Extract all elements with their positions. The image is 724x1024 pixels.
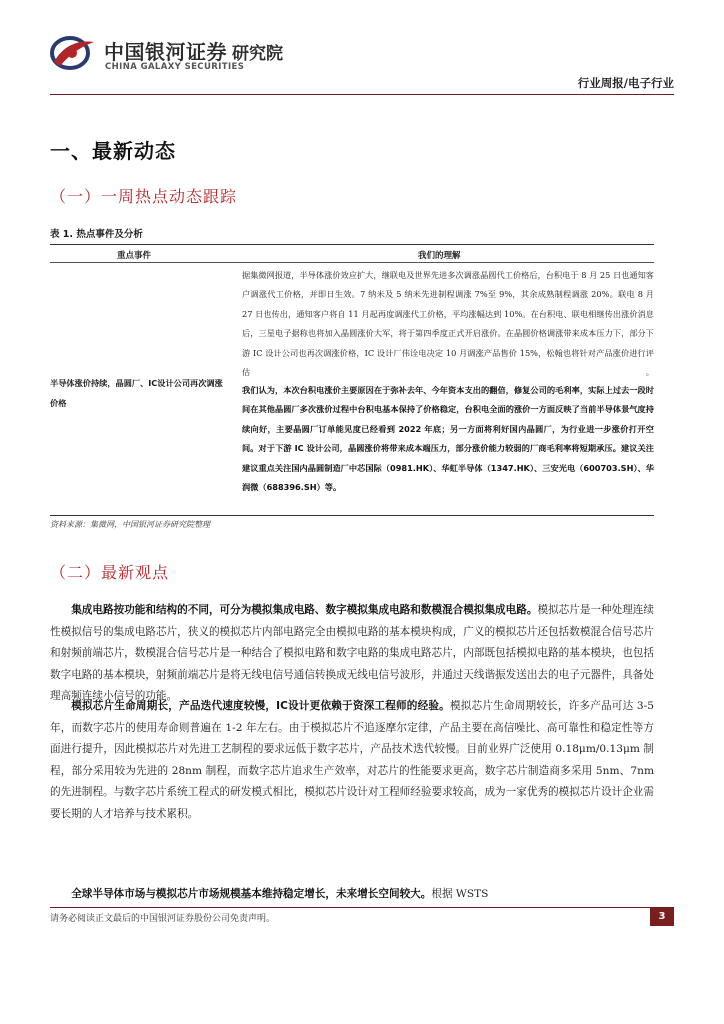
- table-header-event: 重点事件: [117, 251, 152, 261]
- paragraph-text: 模拟芯片生命周期较长，许多产品可达 3-5 年，而数字芯片的使用寿命则普遍在 1-2 年左右。由于模拟芯片不追逐摩尔定律，产品主要在高信噪比、高可靠性和稳定性等方面进行提升，因此模拟芯片对先进工艺制程的要求远低于数字芯片，产品技术迭代较慢。目前业界广泛使用 0.18μm/0.13μm 制程，部分采用较为先进的 28nm 制程，而数字芯片追求生产效率，对芯片的性能要求更高，数字芯片制造商多采用 5nm、7nm 的先进制程。与数字芯片系统工程式的研发模式相比，模拟芯片设计对工程师经验要求较高，成为一家优秀的模拟芯片设计企业需要长期的人才培养与技术累积。: [50, 700, 654, 820]
- table-source-note: 资料来源：集微网，中国银河证券研究院整理: [50, 520, 210, 529]
- table-cell-detail: 据集微网报道，半导体涨价效应扩大，继联电及世界先进多次调涨晶圆代工价格后，台积电于 8 月 25 日也通知客户调涨代工价格，并即日生效。7 纳米及 5 纳米先进制程调涨 7%至 9%，其余成熟制程调涨 20%。联电 8 月 27 日也传出，通知客户将自 11 月起再度调涨代工价格，平均涨幅达到 10%。在台积电、联电相继传出涨价消息后，三星电子据称也将加入晶圆涨价大军，将于第四季度正式开启涨价。在晶圆价格调涨带来成本压力下，部分下游 IC 设计公司也再次调涨价格，IC 设计厂伟诠电决定 10 月调涨产品售价 15%，松翰也将针对产品涨价进行评估。: [242, 270, 654, 378]
- body-paragraph-2: [50, 696, 654, 825]
- footer-disclaimer: 请务必阅读正文最后的中国银河证券股份公司免责声明。: [50, 914, 276, 924]
- paragraph-lead: 模拟芯片生命周期长，产品迭代速度较慢，IC设计更依赖于资深工程师的经验。: [71, 700, 450, 712]
- table-cell-our-view: 我们认为，本次台积电涨价主要原因在于弥补去年、今年资本支出的翻倍，修复公司的毛利率，实际上过去一段时间在其他晶圆厂多次涨价过程中台积电基本保持了价格稳定，台积电全面的涨价一方面反映了当前半导体景气度持续向好，主要晶圆厂订单能见度已经看到 2022 年底；另一方面将利好国内晶圆厂，为行业进一步涨价打开空间。对于下游 IC 设计公司，晶圆涨价将带来成本端压力，部分涨价能力较弱的厂商毛利率将短期承压。建议关注建议重点关注国内晶圆制造厂中芯国际（0981.HK）、华虹半导体（1347.HK）、三安光电（600703.SH）、华润微（688396.SH）等。: [242, 385, 654, 493]
- table-top-rule: [50, 244, 654, 245]
- table-header-rule: [50, 262, 654, 263]
- paragraph-text: 根据 WSTS: [431, 888, 489, 900]
- galaxy-logo-icon: [50, 36, 96, 70]
- table-title: 表 1. 热点事件及分析: [50, 229, 143, 240]
- paragraph-lead: 集成电路按功能和结构的不同，可分为模拟集成电路、数字模拟集成电路和数模混合模拟集成电路。: [71, 604, 538, 616]
- report-type-label: 行业周报/电子行业: [577, 76, 674, 90]
- brand-name-cn: 中国银河证券: [104, 40, 227, 64]
- subsection-title-latest-views: （二）最新观点: [50, 563, 170, 582]
- header-divider: [50, 94, 674, 95]
- table-header-view: 我们的理解: [418, 251, 461, 261]
- brand-institute: 研究院: [232, 44, 283, 64]
- footer-divider: [50, 907, 674, 908]
- section-title: 一、最新动态: [50, 139, 176, 163]
- table-cell-event: 半导体涨价持续，晶圆厂、IC设计公司再次调涨价格: [50, 378, 223, 408]
- body-paragraph-3: [50, 884, 654, 906]
- paragraph-lead: 全球半导体市场与模拟芯片市场规模基本维持稳定增长，未来增长空间较大。: [71, 888, 432, 900]
- body-paragraph-1: [50, 600, 654, 708]
- page-number: 3: [650, 908, 674, 926]
- brand-name-en: CHINA GALAXY SECURITIES: [105, 62, 245, 72]
- subsection-title-hot-events: （一）一周热点动态跟踪: [50, 187, 238, 206]
- table-bottom-rule: [50, 515, 654, 516]
- paragraph-text: 模拟芯片是一种处理连续性模拟信号的集成电路芯片，狭义的模拟芯片内部电路完全由模拟电路的基本模块构成，广义的模拟芯片还包括数模混合信号芯片和射频前端芯片，数模混合信号芯片是一种结合了模拟电路和数字电路的集成电路芯片，内部既包括模拟电路的基本模块，也包括数字电路的基本模块，射频前端芯片是将无线电信号通信转换成无线电信号波形，并通过天线谐振发送出去的电子元器件，具备处理高频连续小信号的功能。: [50, 604, 654, 702]
